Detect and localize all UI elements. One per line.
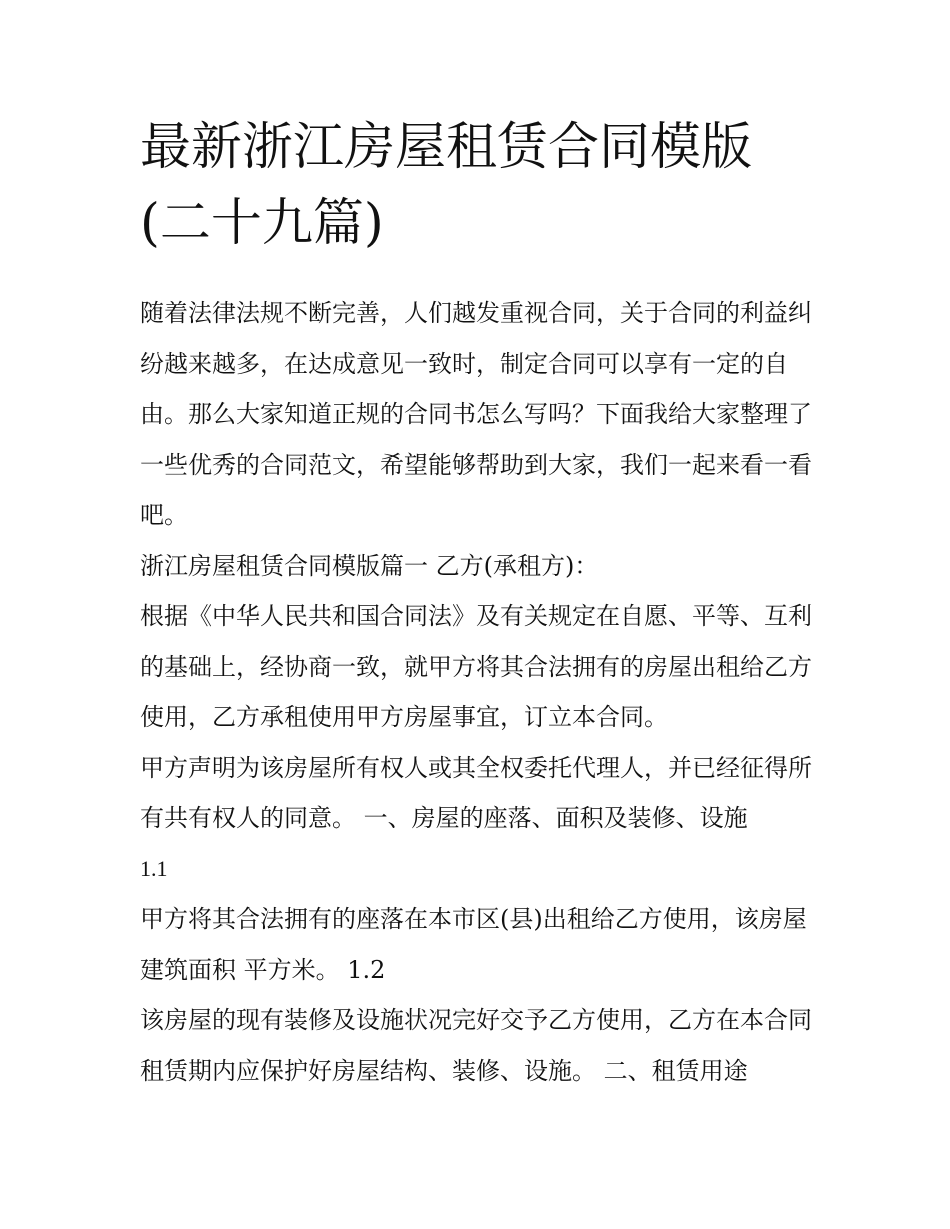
document-title: 最新浙江房屋租赁合同模版(二十九篇)	[140, 118, 753, 253]
document-page	[140, 110, 812, 1096]
clause-number-1-1: 1.1	[140, 855, 168, 881]
landlord-declaration-paragraph: 甲方声明为该房屋所有权人或其全权委托代理人，并已经征得所有共有权人的同意。 一、房屋的座落、面积及装修、设施	[140, 753, 812, 832]
section-heading: 浙江房屋租赁合同模版篇一 乙方(承租方)：	[140, 551, 599, 580]
intro-paragraph: 随着法律法规不断完善，人们越发重视合同，关于合同的利益纠纷越来越多，在达成意见一致时，制定合同可以享有一定的自由。那么大家知道正规的合同书怎么写吗？下面我给大家整理了一些优秀的合同范文，希望能够帮助到大家，我们一起来看一看吧。	[140, 299, 812, 529]
property-condition-paragraph: 该房屋的现有装修及设施状况完好交予乙方使用，乙方在本合同租赁期内应保护好房屋结构、装修、设施。 二、租赁用途	[140, 1006, 812, 1085]
property-location-paragraph: 甲方将其合法拥有的座落在本市区(县)出租给乙方使用，该房屋建筑面积 平方米。 1.2	[140, 905, 807, 984]
contract-preamble-paragraph: 根据《中华人民共和国合同法》及有关规定在自愿、平等、互利的基础上，经协商一致，就甲方将其合法拥有的房屋出租给乙方使用，乙方承租使用甲方房屋事宜，订立本合同。	[140, 602, 812, 731]
